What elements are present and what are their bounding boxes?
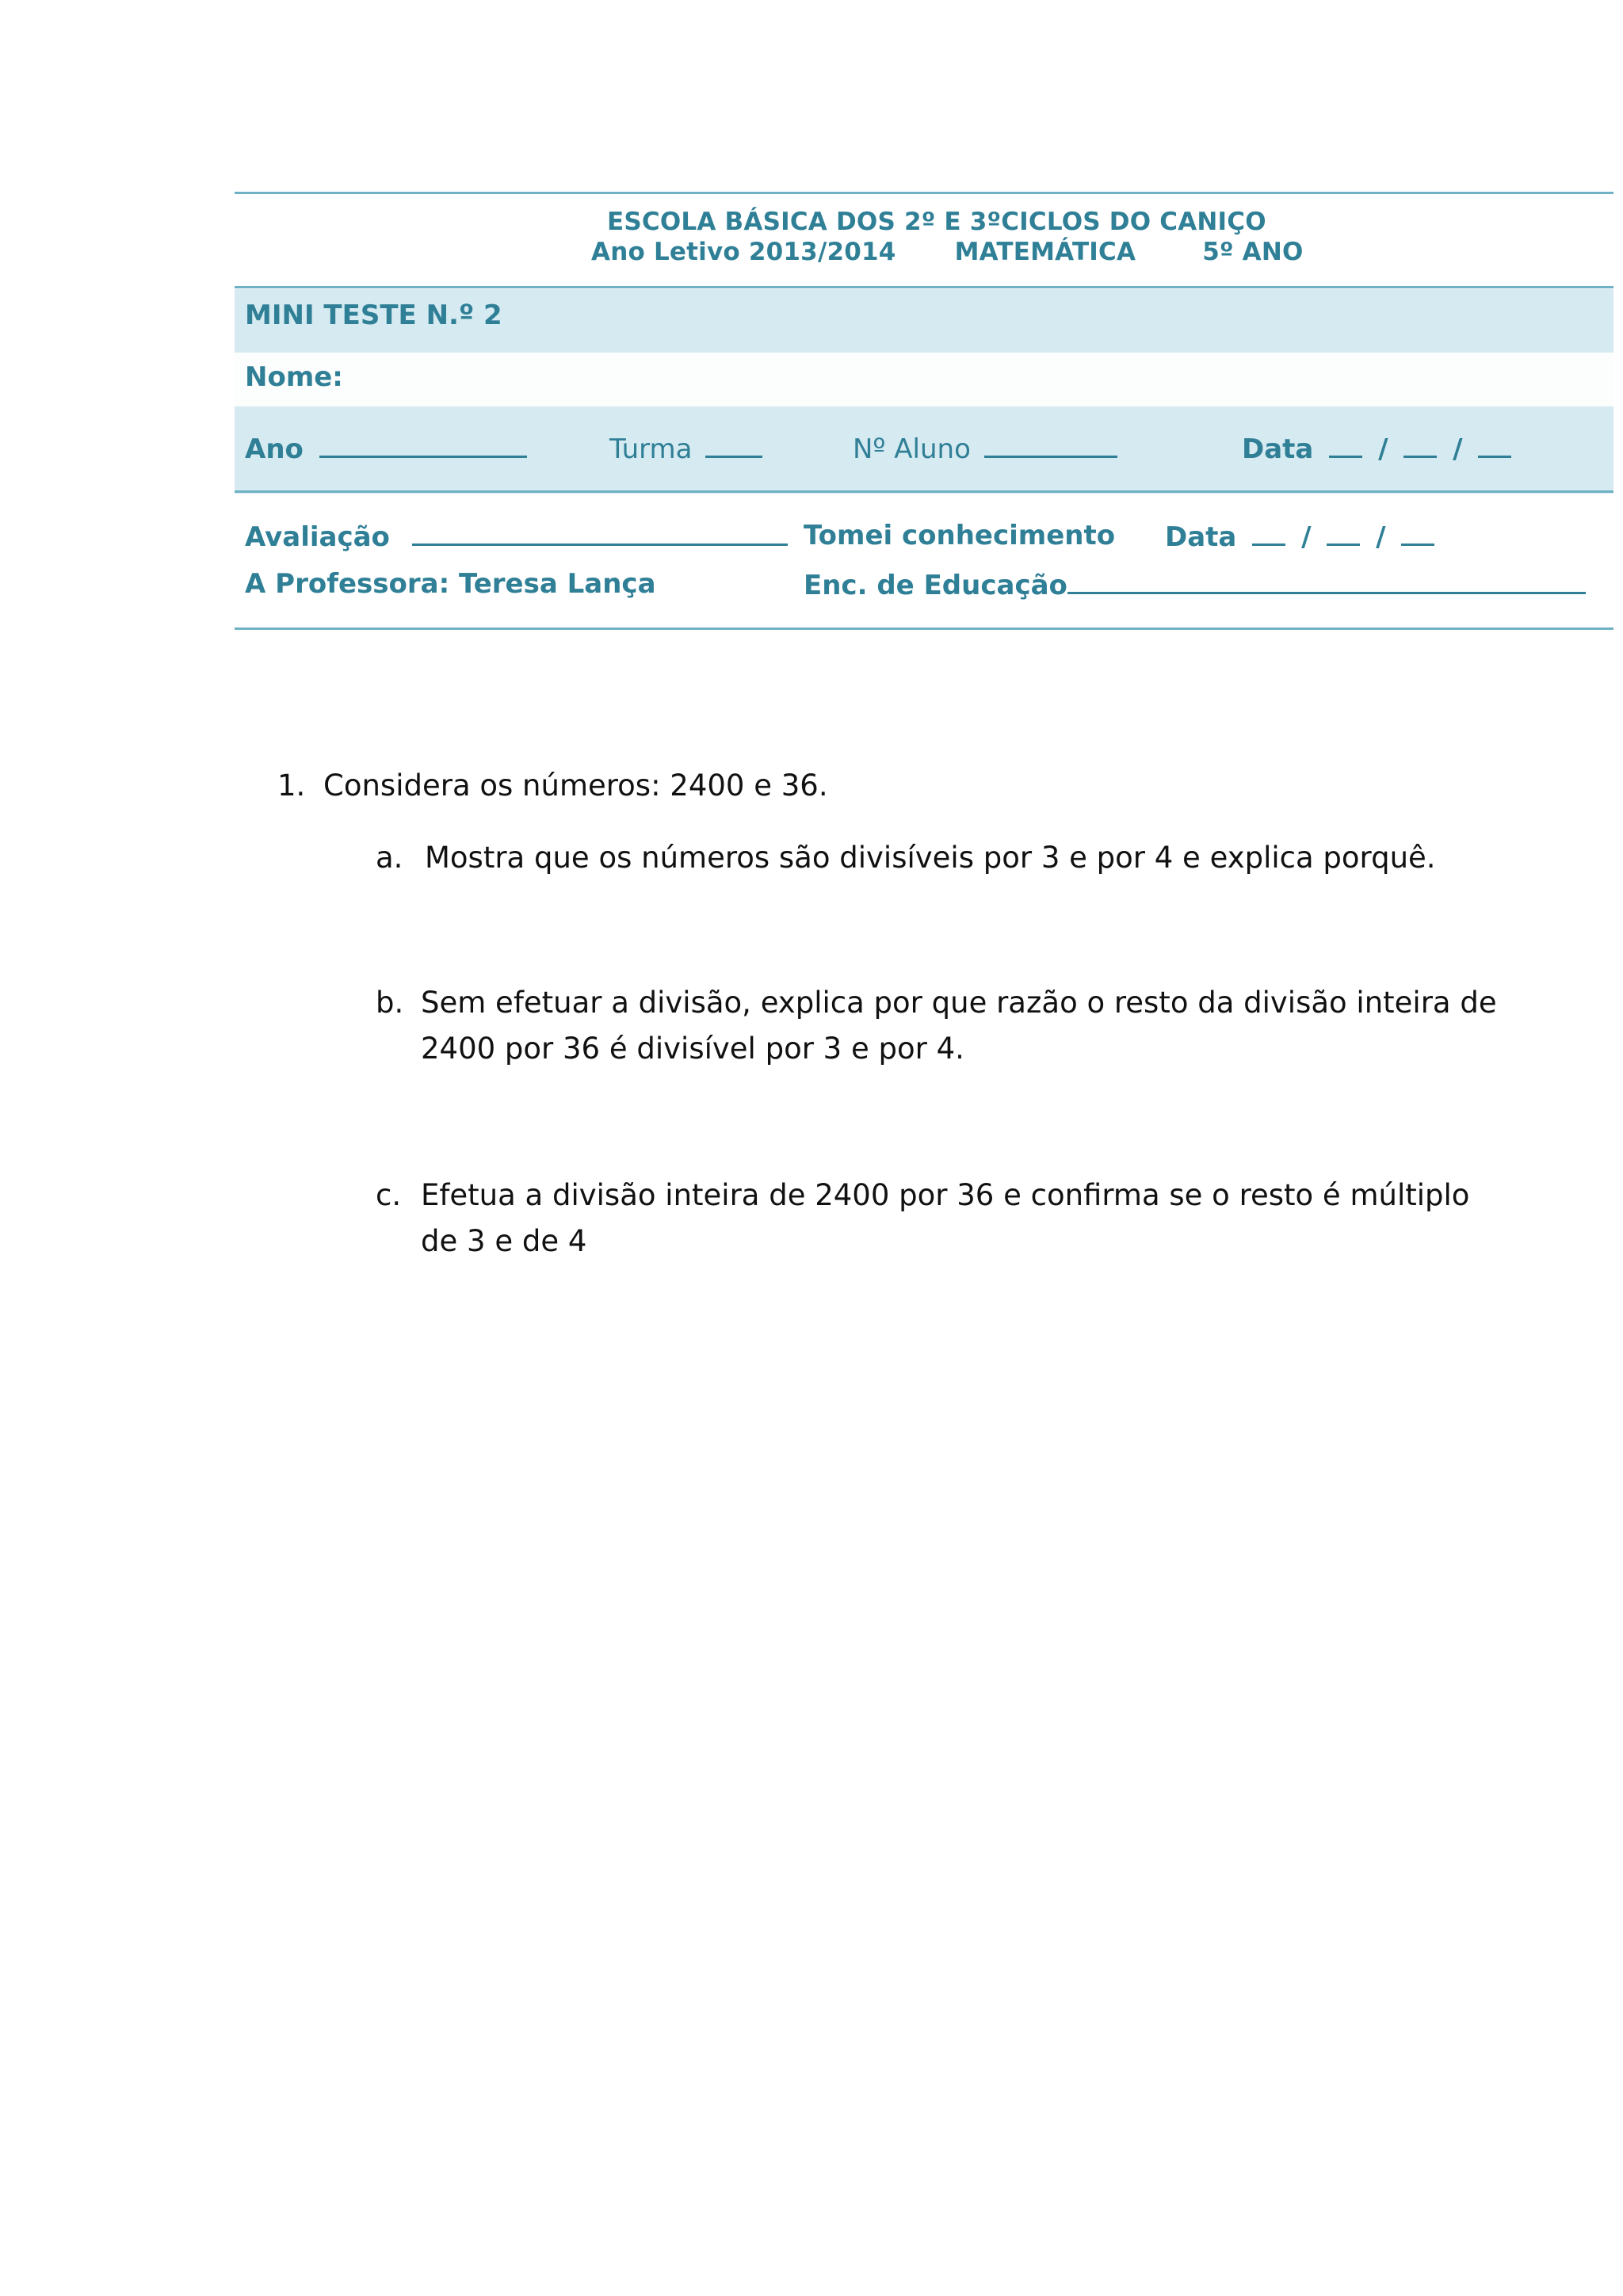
school-grade: 5º ANO: [1202, 238, 1304, 266]
name-band: [235, 353, 1613, 406]
date-separator: /: [1453, 433, 1463, 465]
name-label: Nome:: [245, 361, 343, 393]
school-subject: MATEMÁTICA: [954, 238, 1136, 266]
enc-field[interactable]: [804, 568, 1586, 601]
school-year: Ano Letivo 2013/2014: [591, 238, 896, 266]
enc-blank[interactable]: [1067, 568, 1586, 594]
data2-label: Data: [1165, 521, 1237, 553]
question-letter: a.: [376, 841, 403, 875]
ano-label: Ano: [245, 433, 304, 465]
question-letter: c.: [376, 1178, 402, 1212]
turma-blank[interactable]: [705, 432, 762, 458]
school-name: ESCOLA BÁSICA DOS 2º E 3ºCICLOS DO CANIÇO: [607, 208, 1266, 236]
data-month-blank[interactable]: [1403, 432, 1437, 458]
date-separator: /: [1376, 521, 1386, 553]
data2-year-blank[interactable]: [1401, 520, 1434, 546]
data-label: Data: [1242, 433, 1314, 465]
question-text-line2: 2400 por 36 é divisível por 3 e por 4.: [421, 1032, 964, 1066]
ano-blank[interactable]: [319, 432, 527, 458]
data2-field[interactable]: [1165, 520, 1434, 553]
data-field[interactable]: [1242, 432, 1511, 465]
question-text: Mostra que os números são divisíveis por 3 e por 4 e explica porquê.: [425, 841, 1436, 875]
question-text-line1: Sem efetuar a divisão, explica por que razão o resto da divisão inteira de: [421, 986, 1497, 1020]
bottom-rule: [235, 627, 1613, 630]
avaliacao-field[interactable]: [245, 520, 788, 553]
enc-label: Enc. de Educação: [804, 570, 1067, 601]
turma-field[interactable]: [609, 432, 762, 465]
top-rule: [235, 192, 1613, 194]
ano-field[interactable]: [245, 432, 527, 465]
avaliacao-blank[interactable]: [412, 520, 788, 546]
question-letter: b.: [376, 986, 404, 1020]
aluno-field[interactable]: [853, 432, 1117, 465]
school-heading: [235, 208, 1613, 266]
question-number: 1.: [277, 769, 306, 803]
date-separator: /: [1378, 433, 1388, 465]
question-text-line2: de 3 e de 4: [421, 1224, 587, 1258]
data-year-blank[interactable]: [1478, 432, 1511, 458]
form-rule: [235, 490, 1613, 493]
professora-label: A Professora: Teresa Lança: [245, 568, 656, 600]
question-text-line1: Efetua a divisão inteira de 2400 por 36 e confirma se o resto é múltiplo: [421, 1178, 1470, 1212]
turma-label: Turma: [609, 433, 693, 465]
data2-day-blank[interactable]: [1252, 520, 1285, 546]
avaliacao-label: Avaliação: [245, 521, 390, 553]
tomei-label: Tomei conhecimento: [804, 520, 1116, 551]
data2-month-blank[interactable]: [1327, 520, 1360, 546]
test-title: MINI TESTE N.º 2: [245, 299, 502, 331]
school-info: [235, 238, 1613, 266]
header-rule: [235, 286, 1613, 288]
aluno-label: Nº Aluno: [853, 433, 971, 465]
data-day-blank[interactable]: [1329, 432, 1362, 458]
date-separator: /: [1301, 521, 1312, 553]
question-text: Considera os números: 2400 e 36.: [323, 769, 828, 803]
aluno-blank[interactable]: [984, 432, 1117, 458]
